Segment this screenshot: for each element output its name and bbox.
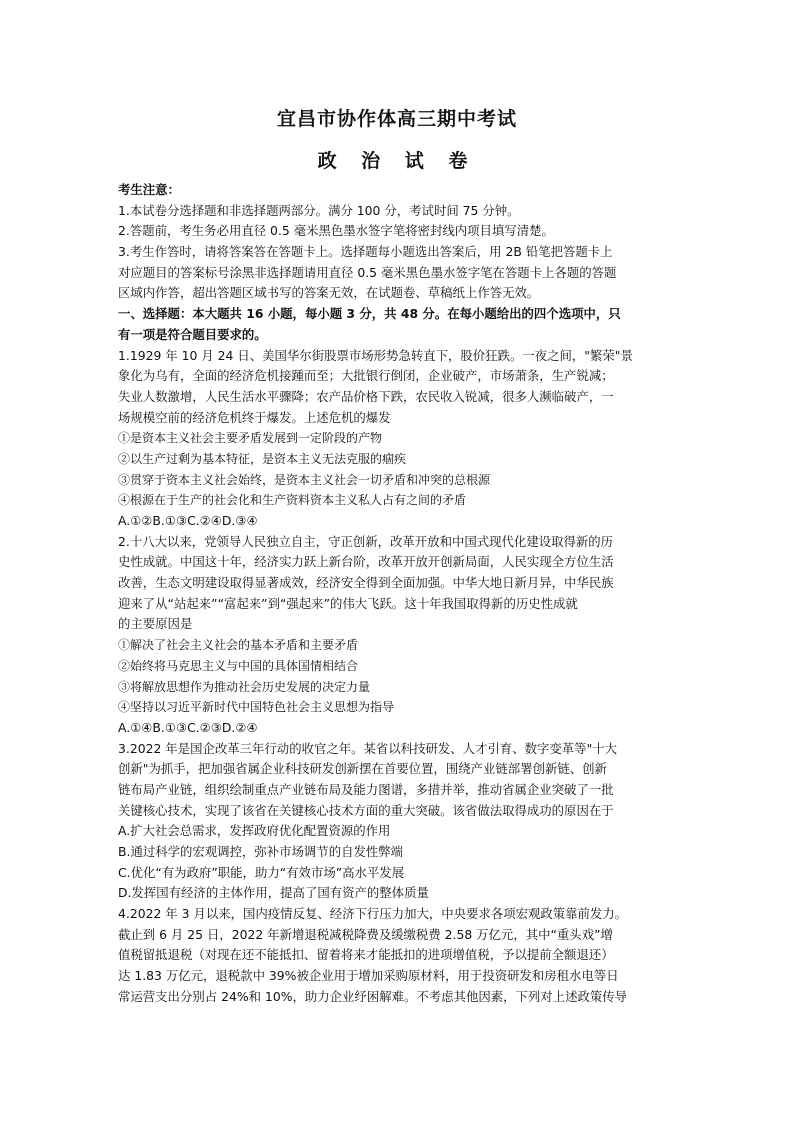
question-option: A.扩大社会总需求，发挥政府优化配置资源的作用	[118, 823, 391, 839]
question-option: ③将解放思想作为推动社会历史发展的决定力量	[118, 679, 371, 694]
subject-title: 政 治 试 卷	[317, 150, 477, 172]
question-stem-line: 3.2022 年是国企改革三年行动的收官之年。某省以科技研发、人才引育、数字变革等"十大	[118, 740, 618, 756]
answer-choices: A.①②B.①③C.②④D.③④	[118, 513, 258, 528]
section-heading-line: 一、选择题：本大题共 16 小题，每小题 3 分，共 48 分。在每小题给出的四个选项中，只	[118, 306, 621, 322]
notice-item-3-line: 区域内作答，超出答题区域书写的答案无效，在试题卷、草稿纸上作答无效。	[118, 285, 540, 301]
question-option: ②以生产过剩为基本特征，是资本主义无法克服的痼疾	[118, 451, 407, 466]
question-stem-line: 史性成就。中国这十年，经济实力跃上新台阶，改革开放开创新局面，人民实现全方位生活	[118, 554, 614, 570]
exam-body	[118, 180, 688, 1008]
question-option: ④根源在于生产的社会化和生产资料资本主义私人占有之间的矛盾	[118, 493, 467, 508]
question-stem-line: 的主要原因是	[118, 616, 193, 632]
question-option: ①是资本主义社会主要矛盾发展到一定阶段的产物	[118, 431, 383, 446]
question-stem-line: 象化为乌有，全面的经济危机接踵而至；大批银行倒闭，企业破产，市场萧条，生产锐减；	[118, 368, 614, 384]
question-stem-line: 值税留抵退税（对现在还不能抵扣、留着将来才能抵扣的进项增值税，予以提前全额退还）	[118, 947, 614, 963]
answer-choices: A.①④B.①③C.②③D.②④	[118, 719, 258, 735]
notice-item-1: 1.本试卷分选择题和非选择题两部分。满分 100 分，考试时间 75 分钟。	[118, 202, 520, 218]
question-option: B.通过科学的宏观调控，弥补市场调节的自发性弊端	[118, 844, 404, 859]
exam-title: 宜昌市协作体高三期中考试	[276, 108, 517, 130]
question-stem-line: 1.1929 年 10 月 24 日、美国华尔街股票市场形势急转直下，股价狂跌。一夜之间，"繁荣"景	[118, 347, 633, 363]
question-option: ②始终将马克思主义与中国的具体国情相结合	[118, 658, 359, 673]
question-1	[118, 346, 688, 532]
question-stem-line: 常运营支出分别占 24%和 10%，助力企业纾困解难。不考虑其他因素，下列对上述政策传导	[118, 988, 628, 1004]
notice-item-3-line: 3.考生作答时，请将答案答在答题卡上。选择题每小题选出答案后，用 2B 铅笔把答题卡上	[118, 244, 613, 260]
question-stem-line: 2.十八大以来，党领导人民独立自主，守正创新，改革开放和中国式现代化建设取得新的历	[118, 533, 614, 549]
question-option: ④坚持以习近平新时代中国特色社会主义思想为指导	[118, 700, 395, 715]
question-stem-line: 创新"为抓手，把加强省属企业科技研发创新摆在首要位置，围绕产业链部署创新链、创新	[118, 761, 607, 777]
section-heading-line: 有一项是符合题目要求的。	[118, 326, 267, 342]
question-stem-line: 达 1.83 万亿元，退税款中 39%被企业用于增加采购原材料，用于投资研发和房租水电等日	[118, 968, 619, 984]
question-option: D.发挥国有经济的主体作用，提高了国有资产的整体质量	[118, 885, 429, 901]
question-stem-line: 关键核心技术，实现了该省在关键核心技术方面的重大突破。该省做法取得成功的原因在于	[118, 802, 614, 818]
question-option: ①解决了社会主义社会的基本矛盾和主要矛盾	[118, 638, 359, 653]
notice-item-3-line: 对应题目的答案标号涂黑非选择题请用直径 0.5 毫米黑色墨水签字笔在答题卡上各题的答题	[118, 264, 617, 280]
question-stem-line: 改善，生态文明建设取得显著成效，经济安全得到全面加强。中华大地日新月异，中华民族	[118, 575, 614, 591]
question-stem-line: 链布局产业链，组织绘制重点产业链布局及能力图谱，多措并举，推动省属企业突破了一批	[118, 781, 614, 797]
question-stem-line: 场规模空前的经济危机终于爆发。上述危机的爆发	[118, 409, 391, 425]
question-3	[118, 739, 688, 905]
question-stem-line: 截止到 6 月 25 日，2022 年新增退税减税降费及缓缴税费 2.58 万亿元，其中“重头戏”增	[118, 926, 613, 942]
notice-item-2: 2.答题前，考生务必用直径 0.5 毫米黑色墨水签字笔将密封线内项目填写清楚。	[118, 223, 554, 239]
notice-heading: 考生注意：	[118, 182, 180, 197]
question-2	[118, 532, 688, 739]
question-stem-line: 4.2022 年 3 月以来，国内疫情反复、经济下行压力加大，中央要求各项宏观政策靠前发力。	[118, 906, 628, 922]
question-stem-line: 迎来了从“站起来”“富起来”到“强起来”的伟大飞跃。这十年我国取得新的历史性成就	[118, 595, 578, 611]
question-option: ③贯穿于资本主义社会始终，是资本主义社会一切矛盾和冲突的总根源	[118, 472, 491, 487]
question-stem-line: 失业人数激增，人民生活水平骤降；农产品价格下跌，农民收入锐减，很多人濒临破产，一	[118, 388, 614, 404]
question-option: C.优化“有为政府”职能，助力“有效市场”高水平发展	[118, 864, 405, 880]
question-4	[118, 904, 688, 1007]
